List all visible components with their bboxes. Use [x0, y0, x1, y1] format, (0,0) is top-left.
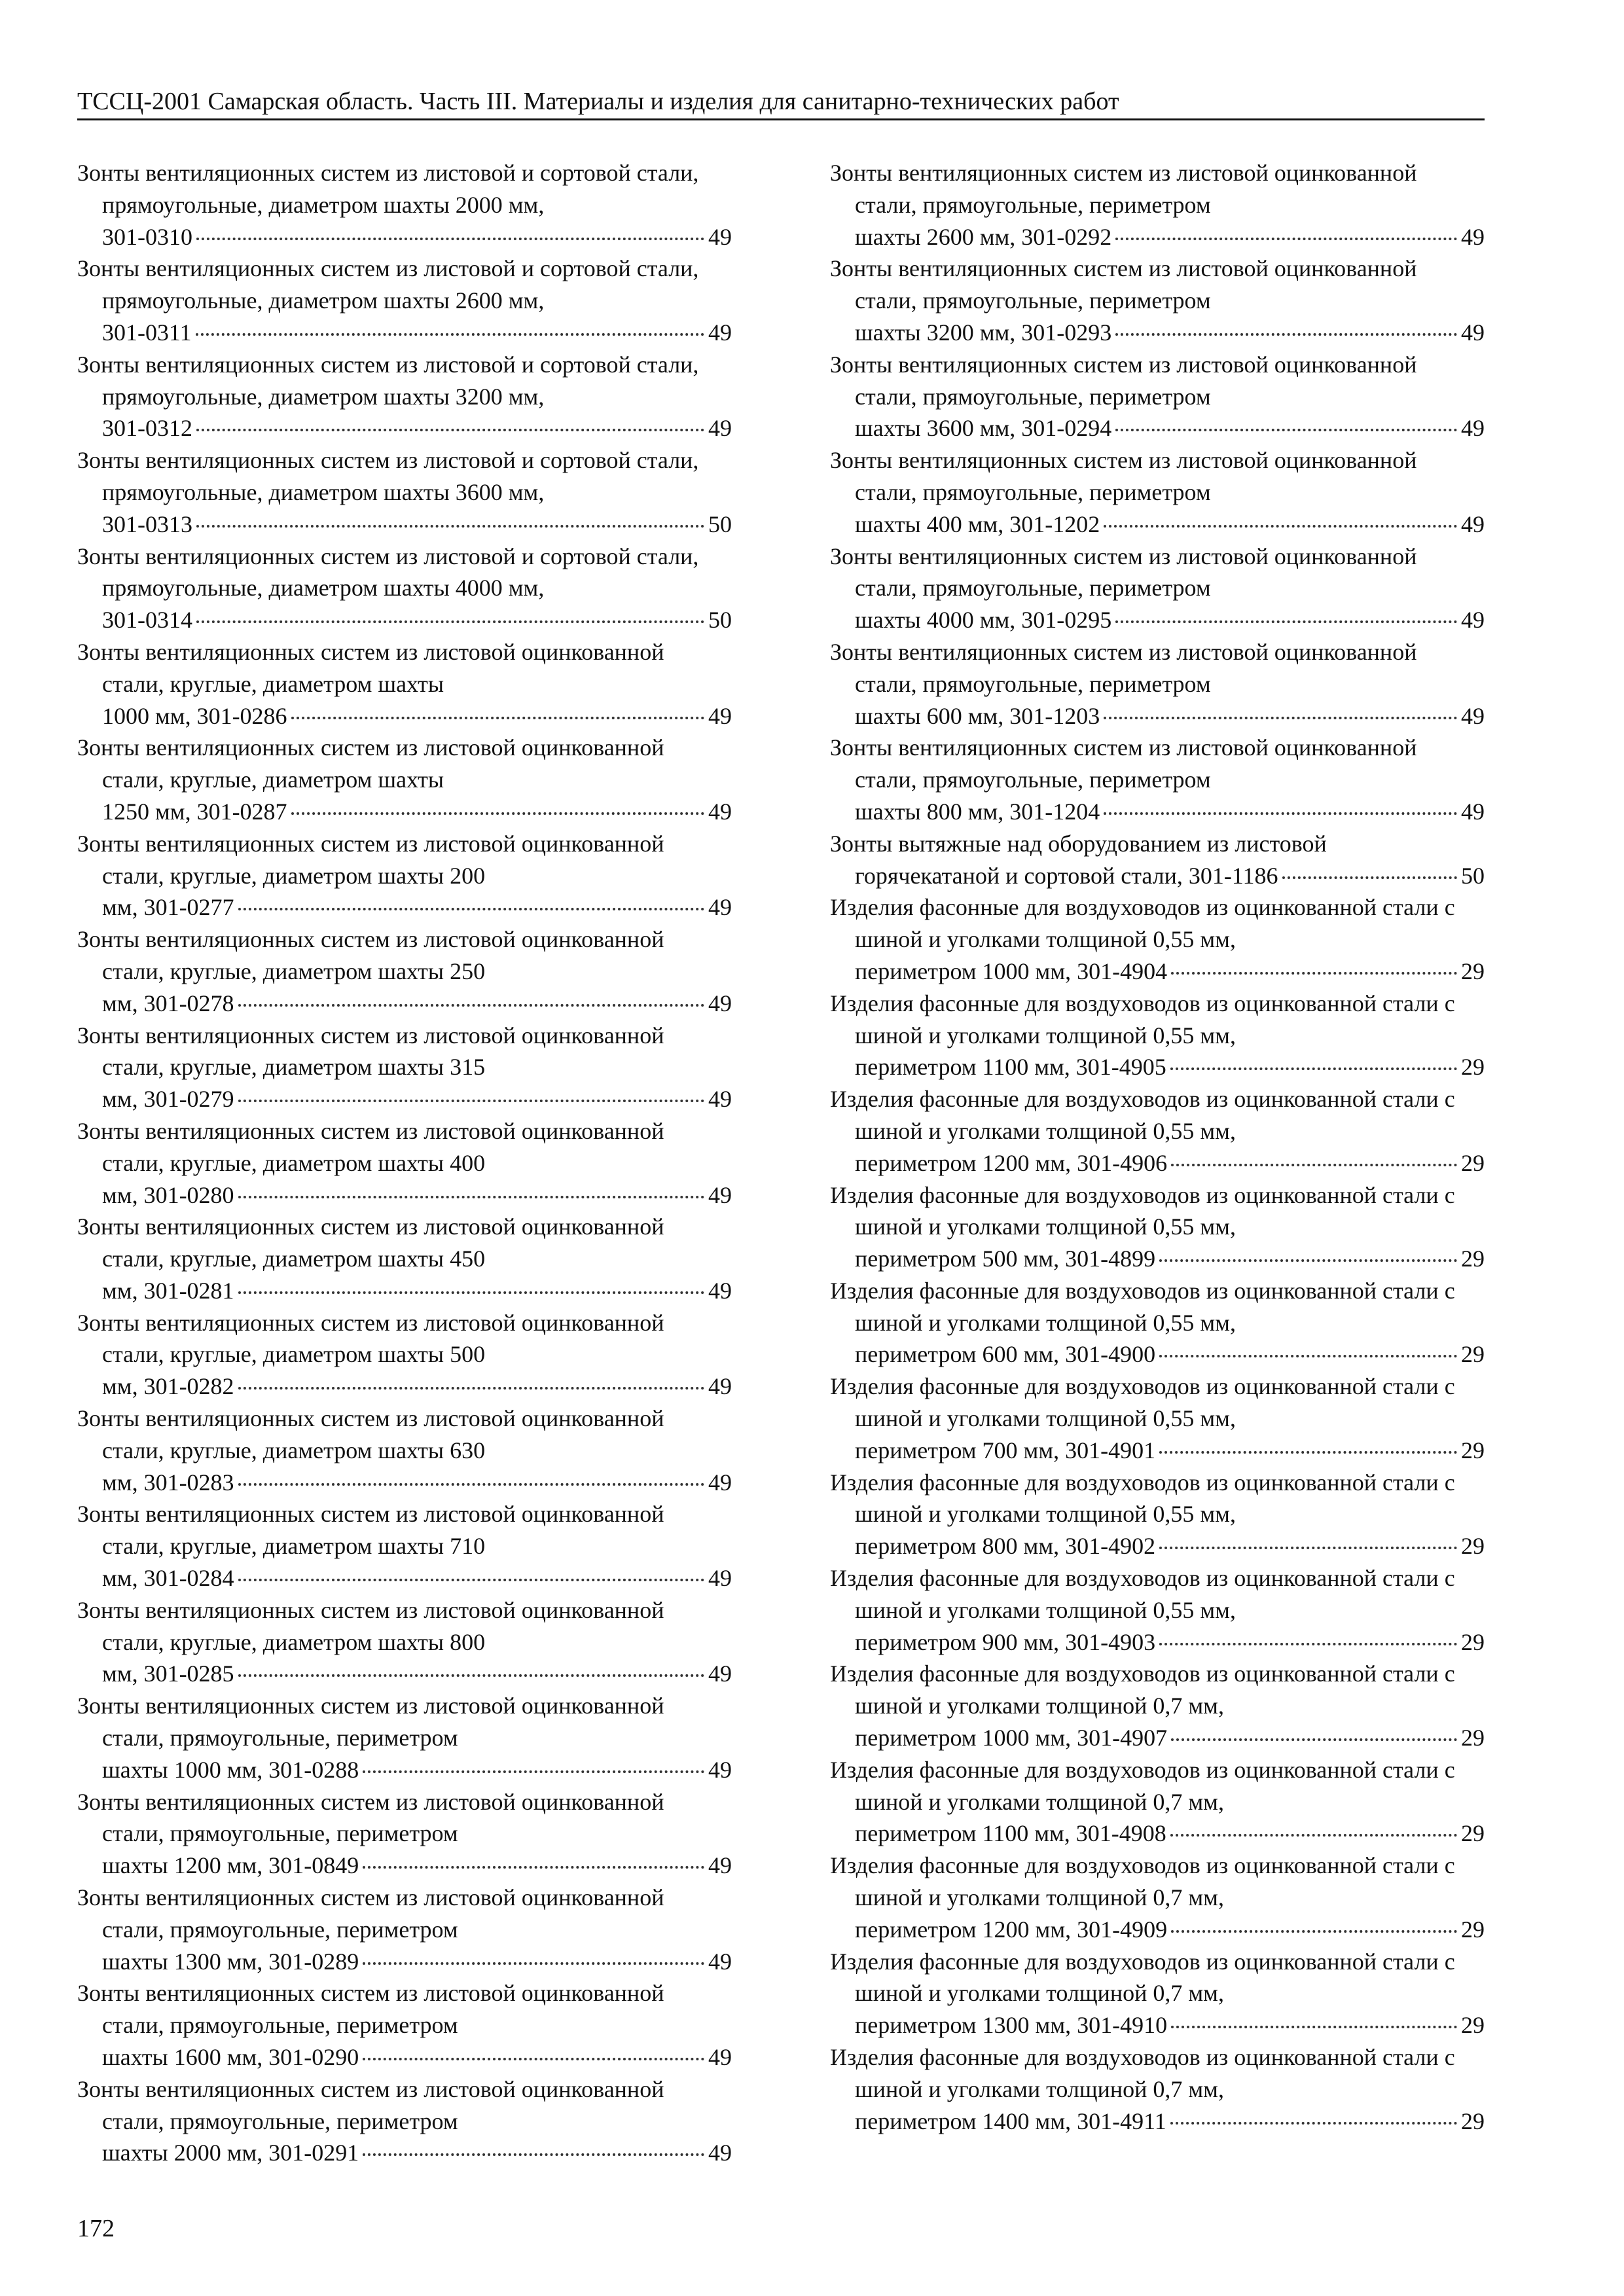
- index-entry: [830, 1179, 1485, 1275]
- index-entry-page: 49: [708, 894, 732, 921]
- index-entry: [77, 924, 732, 1019]
- index-entry-code: периметром 1000 мм, 301-4907: [855, 1725, 1168, 1751]
- index-entry-page: 49: [1461, 607, 1485, 634]
- index-entry: [77, 732, 732, 827]
- index-entry-tail: [102, 412, 732, 444]
- index-entry-code: периметром 1300 мм, 301-4910: [855, 2012, 1168, 2039]
- index-entry-description: Зонты вентиляционных систем из листовой оцинкованной стали, прямоугольные, периметром: [830, 351, 1417, 410]
- dot-leader: [1159, 1355, 1457, 1357]
- index-entry-page: 29: [1461, 1820, 1485, 1847]
- index-entry-tail: [102, 796, 732, 828]
- index-entry-tail: [855, 1435, 1485, 1467]
- index-entry: [77, 1977, 732, 2073]
- index-entry-tail: [855, 509, 1485, 541]
- index-entry-description: Изделия фасонные для воздуховодов из оцинкованной стали с шиной и уголками толщиной 0,55 мм,: [830, 1181, 1455, 1240]
- index-entry: [830, 891, 1485, 987]
- dot-leader: [238, 1100, 704, 1102]
- dot-leader: [238, 1004, 704, 1007]
- index-entry-code: периметром 700 мм, 301-4901: [855, 1437, 1156, 1463]
- index-entry-page: 29: [1461, 2108, 1485, 2134]
- index-entry-description: Зонты вентиляционных систем из листовой оцинкованной стали, прямоугольные, периметром: [830, 255, 1417, 314]
- index-entry: [77, 444, 732, 540]
- index-entry-tail: [855, 221, 1485, 253]
- index-entry-code: периметром 1400 мм, 301-4911: [855, 2108, 1166, 2134]
- index-entry-page: 50: [708, 607, 732, 634]
- index-entry-description: Зонты вытяжные над оборудованием из листовой: [830, 830, 1327, 857]
- dot-leader: [363, 1770, 704, 1773]
- index-entry: [830, 1754, 1485, 1850]
- index-entry-tail: [102, 1467, 732, 1499]
- index-entry-code: периметром 800 мм, 301-4902: [855, 1533, 1156, 1560]
- dot-leader: [1170, 1834, 1457, 1837]
- index-entry-code: 301-0312: [102, 415, 192, 442]
- index-entry-tail: [102, 1371, 732, 1403]
- index-entry: [830, 1946, 1485, 2041]
- index-entry-description: Зонты вентиляционных систем из листовой оцинкованной стали, круглые, диаметром шахты: [77, 638, 664, 697]
- dot-leader: [1171, 1930, 1457, 1933]
- index-entry-description: Изделия фасонные для воздуховодов из оцинкованной стали с шиной и уголками толщиной 0,55 мм,: [830, 990, 1455, 1049]
- index-entry-tail: [855, 2106, 1485, 2138]
- index-entry: [830, 1658, 1485, 1753]
- index-entry-page: 49: [708, 1565, 732, 1592]
- index-entry-description: Изделия фасонные для воздуховодов из оцинкованной стали с шиной и уголками толщиной 0,55 мм,: [830, 1565, 1455, 1623]
- index-entry-page: 29: [1461, 958, 1485, 984]
- index-entry-tail: [102, 1754, 732, 1786]
- index-entry-code: шахты 3600 мм, 301-0294: [855, 415, 1112, 442]
- index-entry-description: Зонты вентиляционных систем из листовой оцинкованной стали, круглые, диаметром шахты 315: [77, 1022, 664, 1081]
- dot-leader: [1159, 1451, 1457, 1454]
- index-entry-code: 301-0310: [102, 223, 192, 250]
- index-entry-page: 29: [1461, 1533, 1485, 1560]
- index-entry-description: Зонты вентиляционных систем из листовой и сортовой стали, прямоугольные, диаметром шахты 3200 мм,: [77, 351, 699, 410]
- index-entry-page: 29: [1461, 1725, 1485, 1751]
- index-entry-code: шахты 4000 мм, 301-0295: [855, 607, 1112, 634]
- index-entry: [77, 2073, 732, 2169]
- index-entry-description: Зонты вентиляционных систем из листовой оцинкованной стали, круглые, диаметром шахты 450: [77, 1213, 664, 1272]
- index-entry-code: 301-0311: [102, 319, 192, 346]
- index-entry-page: 49: [708, 1852, 732, 1879]
- index-entry: [830, 349, 1485, 444]
- index-entry-description: Зонты вентиляционных систем из листовой оцинкованной стали, круглые, диаметром шахты 250: [77, 926, 664, 984]
- index-entry: [77, 636, 732, 732]
- index-entry-tail: [855, 1338, 1485, 1371]
- index-entry: [77, 1882, 732, 1977]
- index-entry-description: Зонты вентиляционных систем из листовой оцинкованной стали, круглые, диаметром шахты 400: [77, 1117, 664, 1176]
- index-entry-tail: [855, 1722, 1485, 1754]
- dot-leader: [1171, 972, 1457, 975]
- index-entry-tail: [102, 1658, 732, 1690]
- index-entry-page: 49: [708, 1086, 732, 1113]
- index-entry-description: Зонты вентиляционных систем из листовой и сортовой стали, прямоугольные, диаметром шахты 2000 мм,: [77, 160, 699, 218]
- dot-leader: [1159, 1643, 1457, 1645]
- index-entry-description: Зонты вентиляционных систем из листовой оцинкованной стали, круглые, диаметром шахты 710: [77, 1501, 664, 1560]
- index-entry-code: периметром 600 мм, 301-4900: [855, 1341, 1156, 1368]
- index-entry: [77, 1020, 732, 1115]
- index-entry-page: 50: [708, 511, 732, 537]
- index-entry-description: Изделия фасонные для воздуховодов из оцинкованной стали с шиной и уголками толщиной 0,7 мм,: [830, 1660, 1455, 1719]
- index-entry-code: шахты 600 мм, 301-1203: [855, 702, 1100, 729]
- index-entry-tail: [855, 860, 1485, 892]
- index-entry: [77, 541, 732, 636]
- index-entry-tail: [102, 2137, 732, 2169]
- index-entry-tail: [855, 796, 1485, 828]
- index-entry-page: 49: [1461, 702, 1485, 729]
- index-entry-tail: [102, 1083, 732, 1115]
- index-entry-code: шахты 400 мм, 301-1202: [855, 511, 1100, 537]
- header-rule: [77, 118, 1485, 120]
- index-entry-page: 29: [1461, 1246, 1485, 1272]
- index-entry: [830, 636, 1485, 732]
- index-entry-page: 49: [1461, 511, 1485, 537]
- running-header: ТССЦ-2001 Самарская область. Часть III. Материалы и изделия для санитарно-технических работ: [77, 88, 1119, 115]
- index-entry-page: 49: [1461, 798, 1485, 825]
- dot-leader: [196, 238, 704, 240]
- page-number: 172: [77, 2215, 115, 2242]
- index-entry-description: Зонты вентиляционных систем из листовой оцинкованной стали, круглые, диаметром шахты 500: [77, 1309, 664, 1368]
- index-entry-page: 49: [708, 798, 732, 825]
- index-entry-tail: [855, 700, 1485, 732]
- index-entry-tail: [102, 1275, 732, 1307]
- index-entry-tail: [102, 604, 732, 636]
- index-entry: [830, 1850, 1485, 1945]
- index-entry-description: Изделия фасонные для воздуховодов из оцинкованной стали с шиной и уголками толщиной 0,7 мм,: [830, 2044, 1455, 2102]
- index-entry-description: Зонты вентиляционных систем из листовой оцинкованной стали, прямоугольные, периметром: [77, 1980, 664, 2039]
- dot-leader: [238, 1483, 704, 1486]
- index-entry-page: 49: [1461, 223, 1485, 250]
- index-entry-tail: [102, 988, 732, 1020]
- index-entry-code: шахты 1200 мм, 301-0849: [102, 1852, 359, 1879]
- index-entry-description: Изделия фасонные для воздуховодов из оцинкованной стали с шиной и уголками толщиной 0,55 мм,: [830, 1373, 1455, 1432]
- index-entry-code: шахты 800 мм, 301-1204: [855, 798, 1100, 825]
- dot-leader: [1115, 333, 1457, 336]
- index-entry: [77, 1307, 732, 1403]
- index-entry: [830, 2041, 1485, 2137]
- index-entry: [830, 988, 1485, 1083]
- index-entry-page: 49: [708, 223, 732, 250]
- index-entry-tail: [855, 604, 1485, 636]
- index-entry-code: мм, 301-0285: [102, 1660, 234, 1687]
- dot-leader: [1159, 1547, 1457, 1549]
- index-entry-code: мм, 301-0280: [102, 1181, 234, 1208]
- dot-leader: [291, 717, 704, 719]
- index-column-left: [77, 157, 732, 2169]
- index-entry-tail: [102, 317, 732, 349]
- index-entry: [830, 1371, 1485, 1466]
- dot-leader: [238, 1387, 704, 1390]
- index-entry-description: Зонты вентиляционных систем из листовой оцинкованной стали, круглые, диаметром шахты: [77, 734, 664, 793]
- index-entry: [830, 157, 1485, 253]
- index-entry: [830, 541, 1485, 636]
- index-entry-page: 49: [708, 1756, 732, 1783]
- index-entry-page: 49: [708, 1660, 732, 1687]
- index-entry-description: Изделия фасонные для воздуховодов из оцинкованной стали с шиной и уголками толщиной 0,55 мм,: [830, 1469, 1455, 1528]
- dot-leader: [238, 1291, 704, 1294]
- index-column-right: [830, 157, 1485, 2137]
- index-entry-description: Зонты вентиляционных систем из листовой оцинкованной стали, прямоугольные, периметром: [77, 1884, 664, 1943]
- index-entry-code: 301-0314: [102, 607, 192, 634]
- index-entry-description: Зонты вентиляционных систем из листовой оцинкованной стали, прямоугольные, периметром: [830, 734, 1417, 793]
- index-entry-description: Зонты вентиляционных систем из листовой оцинкованной стали, круглые, диаметром шахты 200: [77, 830, 664, 889]
- index-entry-code: мм, 301-0281: [102, 1277, 234, 1304]
- dot-leader: [1171, 1738, 1457, 1741]
- dot-leader: [1104, 812, 1457, 815]
- index-entry: [830, 828, 1485, 892]
- index-entry-tail: [102, 221, 732, 253]
- index-entry-description: Зонты вентиляционных систем из листовой оцинкованной стали, прямоугольные, периметром: [830, 638, 1417, 697]
- index-entry-description: Зонты вентиляционных систем из листовой оцинкованной стали, прямоугольные, периметром: [77, 2075, 664, 2134]
- index-entry-tail: [855, 317, 1485, 349]
- index-entry-page: 49: [708, 1373, 732, 1400]
- index-entry: [77, 157, 732, 253]
- dot-leader: [363, 1962, 704, 1965]
- dot-leader: [1282, 876, 1457, 879]
- index-entry-page: 29: [1461, 1437, 1485, 1463]
- dot-leader: [1104, 717, 1457, 719]
- index-entry-page: 49: [708, 1469, 732, 1496]
- index-entry-description: Зонты вентиляционных систем из листовой оцинкованной стали, круглые, диаметром шахты 630: [77, 1405, 664, 1463]
- index-entry-code: шахты 2000 мм, 301-0291: [102, 2140, 359, 2166]
- index-entry-tail: [102, 1179, 732, 1211]
- index-entry-tail: [855, 1147, 1485, 1179]
- index-entry-description: Зонты вентиляционных систем из листовой оцинкованной стали, прямоугольные, периметром: [830, 447, 1417, 505]
- index-entry: [77, 1211, 732, 1306]
- index-entry-code: 301-0313: [102, 511, 192, 537]
- index-entry-page: 29: [1461, 1628, 1485, 1655]
- dot-leader: [1115, 620, 1457, 623]
- index-entry: [77, 253, 732, 348]
- index-entry-tail: [102, 1850, 732, 1882]
- index-entry-page: 49: [708, 2044, 732, 2071]
- index-entry-description: Зонты вентиляционных систем из листовой оцинкованной стали, круглые, диаметром шахты 800: [77, 1596, 664, 1655]
- index-entry: [830, 444, 1485, 540]
- index-entry-description: Зонты вентиляционных систем из листовой и сортовой стали, прямоугольные, диаметром шахты 3600 мм,: [77, 447, 699, 505]
- index-entry-tail: [855, 1818, 1485, 1850]
- dot-leader: [363, 2153, 704, 2156]
- dot-leader: [1170, 2122, 1457, 2125]
- dot-leader: [238, 1579, 704, 1581]
- index-entry-code: мм, 301-0277: [102, 894, 234, 921]
- index-entry-tail: [855, 956, 1485, 988]
- dot-leader: [1115, 429, 1457, 431]
- index-entry-page: 49: [708, 990, 732, 1016]
- index-entry-tail: [102, 509, 732, 541]
- index-entry: [830, 1083, 1485, 1179]
- dot-leader: [363, 1866, 704, 1869]
- index-entry-page: 29: [1461, 1054, 1485, 1081]
- index-entry: [77, 1786, 732, 1882]
- index-entry-description: Изделия фасонные для воздуховодов из оцинкованной стали с шиной и уголками толщиной 0,7 мм,: [830, 1756, 1455, 1815]
- index-entry: [77, 1690, 732, 1785]
- index-entry-code: мм, 301-0282: [102, 1373, 234, 1400]
- index-entry-page: 49: [708, 1181, 732, 1208]
- index-entry-tail: [855, 412, 1485, 444]
- index-entry-code: периметром 1200 мм, 301-4906: [855, 1149, 1168, 1176]
- index-entry-page: 29: [1461, 1149, 1485, 1176]
- index-entry-code: периметром 1100 мм, 301-4905: [855, 1054, 1166, 1081]
- index-entry-tail: [102, 891, 732, 924]
- index-entry-tail: [102, 1562, 732, 1594]
- index-entry-page: 49: [708, 2140, 732, 2166]
- index-entry-page: 49: [708, 1948, 732, 1975]
- index-entry-code: шахты 1000 мм, 301-0288: [102, 1756, 359, 1783]
- dot-leader: [1171, 1164, 1457, 1166]
- index-entry-page: 49: [708, 702, 732, 729]
- index-entry-code: горячекатаной и сортовой стали, 301-1186: [855, 862, 1278, 889]
- index-entry-page: 50: [1461, 862, 1485, 889]
- index-entry-description: Зонты вентиляционных систем из листовой оцинкованной стали, прямоугольные, периметром: [830, 543, 1417, 601]
- index-entry-description: Зонты вентиляционных систем из листовой оцинкованной стали, прямоугольные, периметром: [77, 1788, 664, 1847]
- index-entry-tail: [102, 2041, 732, 2073]
- index-entry-tail: [102, 700, 732, 732]
- dot-leader: [196, 429, 704, 431]
- index-entry-description: Зонты вентиляционных систем из листовой и сортовой стали, прямоугольные, диаметром шахты 2600 мм,: [77, 255, 699, 314]
- index-entry: [830, 1562, 1485, 1658]
- index-entry-tail: [102, 1946, 732, 1978]
- index-entry-code: шахты 1300 мм, 301-0289: [102, 1948, 359, 1975]
- index-entry: [830, 732, 1485, 827]
- index-entry-code: шахты 3200 мм, 301-0293: [855, 319, 1112, 346]
- index-entry: [77, 1115, 732, 1211]
- index-entry-code: мм, 301-0278: [102, 990, 234, 1016]
- index-entry-page: 49: [1461, 415, 1485, 442]
- index-entry-description: Зонты вентиляционных систем из листовой и сортовой стали, прямоугольные, диаметром шахты 4000 мм,: [77, 543, 699, 601]
- index-entry: [77, 1403, 732, 1498]
- index-entry: [77, 1594, 732, 1690]
- index-entry-page: 49: [1461, 319, 1485, 346]
- index-entry-page: 29: [1461, 2012, 1485, 2039]
- index-entry-description: Изделия фасонные для воздуховодов из оцинкованной стали с шиной и уголками толщиной 0,7 мм,: [830, 1948, 1455, 2007]
- dot-leader: [196, 620, 704, 623]
- dot-leader: [363, 2058, 704, 2060]
- index-entry-description: Изделия фасонные для воздуховодов из оцинкованной стали с шиной и уголками толщиной 0,7 мм,: [830, 1852, 1455, 1911]
- index-entry-page: 49: [708, 1277, 732, 1304]
- index-entry-code: мм, 301-0283: [102, 1469, 234, 1496]
- dot-leader: [196, 333, 704, 336]
- index-entry-code: периметром 1200 мм, 301-4909: [855, 1916, 1168, 1943]
- index-entry-description: Изделия фасонные для воздуховодов из оцинкованной стали с шиной и уголками толщиной 0,55 мм,: [830, 1086, 1455, 1144]
- index-entry-tail: [855, 1626, 1485, 1659]
- index-entry: [830, 1467, 1485, 1562]
- dot-leader: [1171, 2026, 1457, 2028]
- index-entry-code: периметром 1100 мм, 301-4908: [855, 1820, 1166, 1847]
- index-entry-page: 29: [1461, 1341, 1485, 1368]
- index-entry: [77, 349, 732, 444]
- index-entry-tail: [855, 1243, 1485, 1275]
- index-entry-description: Изделия фасонные для воздуховодов из оцинкованной стали с шиной и уголками толщиной 0,55 мм,: [830, 1277, 1455, 1336]
- dot-leader: [238, 1196, 704, 1198]
- index-entry-code: мм, 301-0284: [102, 1565, 234, 1592]
- index-entry: [830, 253, 1485, 348]
- dot-leader: [1170, 1067, 1457, 1070]
- index-entry-code: периметром 500 мм, 301-4899: [855, 1246, 1156, 1272]
- dot-leader: [291, 812, 704, 815]
- dot-leader: [1159, 1259, 1457, 1262]
- dot-leader: [1104, 525, 1457, 528]
- index-entry-code: периметром 900 мм, 301-4903: [855, 1628, 1156, 1655]
- index-entry-tail: [855, 1914, 1485, 1946]
- dot-leader: [1115, 238, 1457, 240]
- index-entry-description: Изделия фасонные для воздуховодов из оцинкованной стали с шиной и уголками толщиной 0,55 мм,: [830, 894, 1455, 953]
- dot-leader: [238, 1674, 704, 1677]
- index-entry-code: мм, 301-0279: [102, 1086, 234, 1113]
- index-entry: [77, 1498, 732, 1594]
- dot-leader: [196, 525, 704, 528]
- index-entry-tail: [855, 2009, 1485, 2041]
- index-entry-page: 29: [1461, 1916, 1485, 1943]
- index-entry-tail: [855, 1530, 1485, 1562]
- index-entry-page: 49: [708, 415, 732, 442]
- dot-leader: [238, 908, 704, 910]
- index-entry-description: Зонты вентиляционных систем из листовой оцинкованной стали, прямоугольные, периметром: [830, 160, 1417, 218]
- index-entry: [77, 828, 732, 924]
- index-entry-tail: [855, 1051, 1485, 1083]
- index-entry-code: 1000 мм, 301-0286: [102, 702, 287, 729]
- index-entry-code: периметром 1000 мм, 301-4904: [855, 958, 1168, 984]
- index-entry-code: шахты 2600 мм, 301-0292: [855, 223, 1112, 250]
- index-entry: [830, 1275, 1485, 1371]
- index-entry-description: Зонты вентиляционных систем из листовой оцинкованной стали, прямоугольные, периметром: [77, 1693, 664, 1751]
- index-entry-code: 1250 мм, 301-0287: [102, 798, 287, 825]
- index-entry-code: шахты 1600 мм, 301-0290: [102, 2044, 359, 2071]
- index-entry-page: 49: [708, 319, 732, 346]
